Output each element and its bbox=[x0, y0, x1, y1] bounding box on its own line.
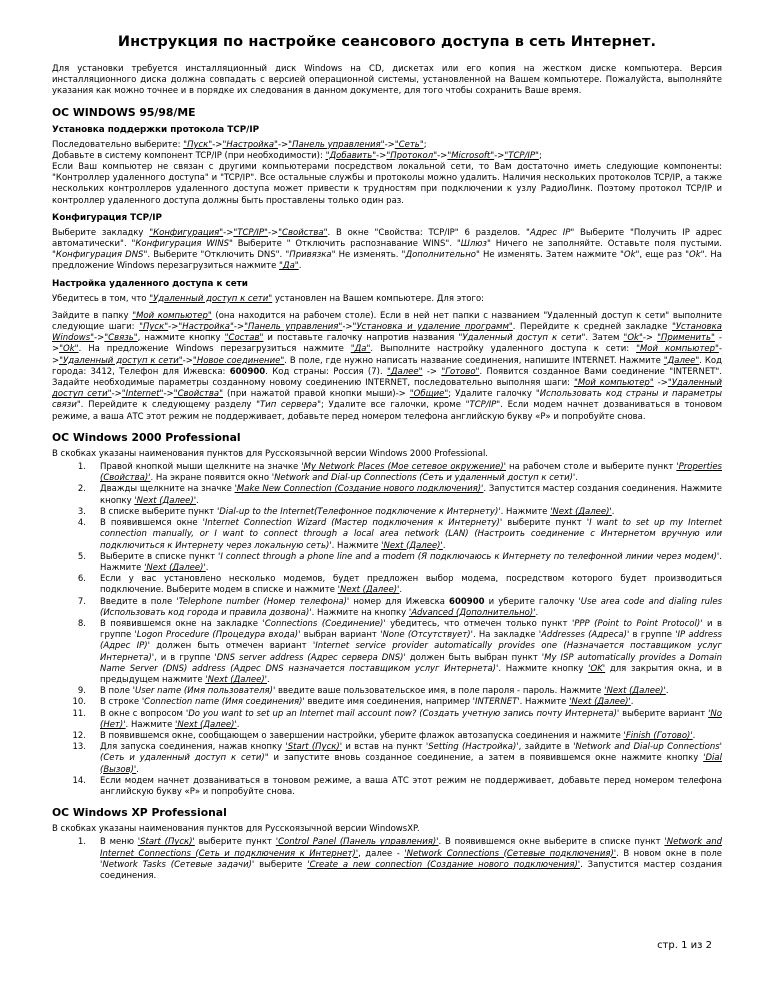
subheading-remote-access: Настройка удаленного доступа к сети bbox=[52, 278, 248, 289]
list-item: 11. В окне с вопросом 'Do you want to set up an Internet mail account now? (Создать учетную запись почту Интернета)' выберите вариант 'No (Нет)'. Нажмите 'Next (Далее)'. bbox=[72, 708, 722, 730]
subheading-tcpip-config: Конфигурация TCP/IP bbox=[52, 212, 162, 223]
list-item: 2. Дважды щелкните на значке 'Make New Connection (Создание нового подключения)'. Запустится мастер создания соединения. Нажмите кнопку 'Next (Далее)'. bbox=[77, 484, 723, 506]
list-item: 5. Выберите в списке пункт 'I connect through a phone line and a modem (Я подключаюсь к Интернету по телефонной линии через модем)'. Нажмите 'Next (Далее)'. bbox=[77, 551, 722, 573]
list-item: 3. В списке выберите пункт 'Dial-up to the Internet(Телефонное подключение к Интернету)'. Нажмите 'Next (Далее)'. bbox=[77, 506, 615, 517]
winxp-steps-list bbox=[52, 837, 722, 882]
paragraph-tcpip-install: Последовательно выберите: "Пуск"->"Настройка"->"Панель управления"->"Сеть"; Добавьте в систему компонент TCP/IP (при необходимости): "Добавить"->"Протокол"->"Microsoft"->"TCP/IP"; Если Ваш компьютер не связан с другими компьютерами посредством локальной сети, то Вам достаточно иметь следующие компоненты: "Контроллер удаленного доступа" и "TCP/IP". Все остальные службы и протоколы можно удалить. Наличия нескольких протоколов TCP/IP, а также нескольких контроллеров удаленного доступа может привести к трудностям при подключении к узлу РадиоЛинк. Поэтому протокол TCP/IP и контроллер удаленного доступа должны быть проставлены только один раз. bbox=[52, 139, 722, 206]
text-select-sequence: Последовательно выберите: bbox=[52, 139, 184, 150]
list-item: 1. Правой кнопкой мыши щелкните на значке 'My Network Places (Мое сетевое окружение)' на рабочем столе и выберите пункт 'Properties (Свойства)'. На экране появится окно 'Network and Dial-up Connections (Сеть и удаленный доступ к сети)'. bbox=[77, 462, 722, 484]
path-add-protocol-microsoft-tcpip: "Добавить" bbox=[325, 150, 377, 161]
list-item: 6. Если у вас установлено несколько модемов, будет предложен выбор модема, посредством которого будет производиться подключение. Выберите модем в списке и нажмите 'Next (Далее)'. bbox=[77, 574, 722, 596]
winxp-intro: В скобках указаны наименования пунктов для Русскоязычной версии WindowsXP. bbox=[52, 824, 420, 835]
win2000-intro: В скобках указаны наименования пунктов для Русскоязычной версии Windows 2000 Professional. bbox=[52, 448, 489, 459]
list-item: 7. Введите в поле 'Telephone number (Номер телефона)' номер для Ижевска 600900 и уберите галочку 'Use area code and dialing rules (Использовать код города и правила дозвона)'. Нажмите на кнопку 'Advanced (Дополнительно)'. bbox=[77, 596, 723, 618]
paragraph-check-dialup: Убедитесь в том, что "Удаленный доступ к сети" установлен на Вашем компьютере. Для этого: bbox=[52, 293, 485, 304]
section-heading-winxp: ОС Windows XP Professional bbox=[52, 806, 227, 820]
list-item: 9. В поле 'User name (Имя пользователя)' введите ваше пользовательское имя, в поле пароля - пароль. Нажмите 'Next (Далее)'. bbox=[77, 686, 669, 697]
document-page bbox=[52, 34, 722, 882]
section-heading-win95: ОС WINDOWS 95/98/ME bbox=[52, 105, 196, 119]
list-item: 4. В появившемся окне 'Internet Connection Wizard (Мастер подключения к Интернету)' выберите пункт 'I want to set up my Internet connection manually, or I want to connect through a local area network (LAN) (Настроить соединение с Интернетом вручную или подключиться к Интернету через локальную сеть)'. Нажмите 'Next (Далее)'. bbox=[77, 518, 722, 551]
page-title: Инструкция по настройке сеансового доступа в сеть Интернет. bbox=[117, 34, 657, 50]
text-add-component: Добавьте в систему компонент TCP/IP (при необходимости): bbox=[52, 150, 326, 161]
list-item: 14. Если модем начнет дозваниваться в тоновом режиме, а ваша АТС этот режим не поддерживает, добавьте перед номером телефона английскую букву «P» и попробуйте снова. bbox=[72, 775, 722, 797]
intro-paragraph: Для установки требуется инсталляционный диск Windows на CD, дискетах или его копия на жестком диске компьютера. Версия инсталляционного диска должна совпадать с версией операционной системы, установленной на Вашем компьютере. Пожалуйста, выполняйте указания как можно точнее и в порядке их следования в данном документе, для того чтобы сохранить Ваше время. bbox=[52, 64, 722, 97]
section-heading-win2000: ОС Windows 2000 Professional bbox=[52, 430, 241, 444]
list-item: 13. Для запуска соединения, нажав кнопку 'Start (Пуск)' и встав на пункт 'Setting (Настройка)', зайдите в 'Network and Dial-up Connections' (Сеть и удаленный доступ к сети)" и запустите вновь созданное соединение, а затем в появившемся окне нажмите кнопку 'Dial (Вызов)'. bbox=[72, 742, 722, 775]
win2000-steps-list bbox=[52, 462, 722, 798]
list-item: 12. В появившемся окне, сообщающем о завершении настройки, уберите флажок автозапуска соединения и нажмите 'Finish (Готово)'. bbox=[72, 730, 696, 741]
path-start-settings-control-panel-network: "Пуск" bbox=[183, 139, 213, 150]
list-item: 10. В строке 'Connection name (Имя соединения)' введите имя соединения, например 'INTERNET'. Нажмите 'Next (Далее)'. bbox=[72, 697, 634, 708]
paragraph-tcpip-config: Выберите закладку "Конфигурация"->"TCP/IP"->"Свойства". В окне "Свойства: TCP/IP" 6 разделов. "Адрес IP" Выберите "Получить IP адрес автоматически". "Конфигурация WINS" Выберите " Отключить распознавание WINS". "Шлюз" Ничего не заполняйте. Оставьте поля пустыми. "Конфигурация DNS". Выберите "Отключить DNS". "Привязка" Не изменять. "Дополнительно" Не изменять. Затем нажмите "Ok", еще раз "Ok". На предложение Windows перезагрузиться нажмите "Да". bbox=[52, 227, 722, 272]
subheading-tcpip-install: Установка поддержки протокола TCP/IP bbox=[52, 124, 260, 135]
list-item: 8. В появившемся окне на закладке 'Connections (Соединение)' убедитесь, что отмечен только пункт 'PPP (Point to Point Protocol)' и в группе 'Logon Procedure (Процедура входа)' выбран вариант 'None (Отсутствует)'. На закладке 'Addresses (Адреса)' в группе 'IP address (Адрес IP)' должен быть отмечен вариант 'Internet service provider automatically provides one (Назначается поставщиком услуг Интернета)', и в группе 'DNS server address (Адрес сервера DNS)' должен быть выбран пункт 'My ISP automatically provides a Domain Name Server (DNS) address (Адрес DNS назначается поставщиком услуг Интернета)'. Нажмите кнопку 'OK' для закрытия окна, и в предыдущем нажмите 'Next (Далее)'. bbox=[77, 618, 723, 685]
text-components-note: Если Ваш компьютер не связан с другими компьютерами посредством локальной сети, то Вам достаточно иметь следующие компоненты: "Контроллер удаленного доступа" и "TCP/IP". Все остальные службы и протоколы можно удалить. Наличия нескольких протоколов TCP/IP, а также нескольких контроллеров удаленного доступа может привести к трудностям при подключении к узлу РадиоЛинк. Поэтому протокол TCP/IP и контроллер удаленного доступа должны быть проставлены только один раз. bbox=[52, 162, 722, 206]
paragraph-dialup-setup: Зайдите в папку "Мой компьютер" (она находится на рабочем столе). Если в ней нет папки с названием "Удаленный доступ к сети" выполните следующие шаги: "Пуск"->"Настройка"->"Панель управления"->"Установка и удаление программ". Перейдите к средней закладке "Установка Windows"->"Связь", нажмите кнопку "Состав" и поставьте галочку напротив названия "Удаленный доступ к сети". Затем "Ok"-> "Применить" ->"Ok". На предложение Windows перезагрузиться нажмите "Да". Выполните настройку удаленного доступа к сети: "Мой компьютер"->"Удаленный доступ к сети"->"Новое соединение". В поле, где нужно написать название соединения, напишите INTERNET. Нажмите "Далее". Код города: 3412, Телефон для Ижевска: 600900. Код страны: Россия (7). "Далее" -> "Готово". Появится созданное Вами соединение "INTERNET". Задайте необходимые параметры созданному новому соединению INTERNET, последовательно выполняя шаги: "Мой компьютер" ->"Удаленный доступ сети"->"Internet"->"Свойства" (при нажатой правой кнопки мыши)-> "Общие"; Удалите галочку "Использовать код страны и параметры связи". Перейдите к следующему разделу "Тип сервера"; Удалите все галочки, кроме "TCP/IP". Если модем начнет дозваниваться в тоновом режиме, а ваша АТС этот режим не поддерживает, добавьте перед номером телефона английскую букву «P» и попробуйте снова. bbox=[52, 310, 723, 422]
list-item: 1. В меню 'Start (Пуск)' выберите пункт 'Control Panel (Панель управления)'. В появившемся окне выберите в списке пункт 'Network and Internet Connections (Сеть и подключения к Интернет)', далее - 'Network Connections (Сетевые подключения)'. В новом окне в поле 'Network Tasks (Сетевые задачи)' выберите 'Create a new connection (Создание нового подключения)'. Запустится мастер создания соединения. bbox=[77, 837, 722, 881]
page-number: стр. 1 из 2 bbox=[657, 940, 712, 951]
